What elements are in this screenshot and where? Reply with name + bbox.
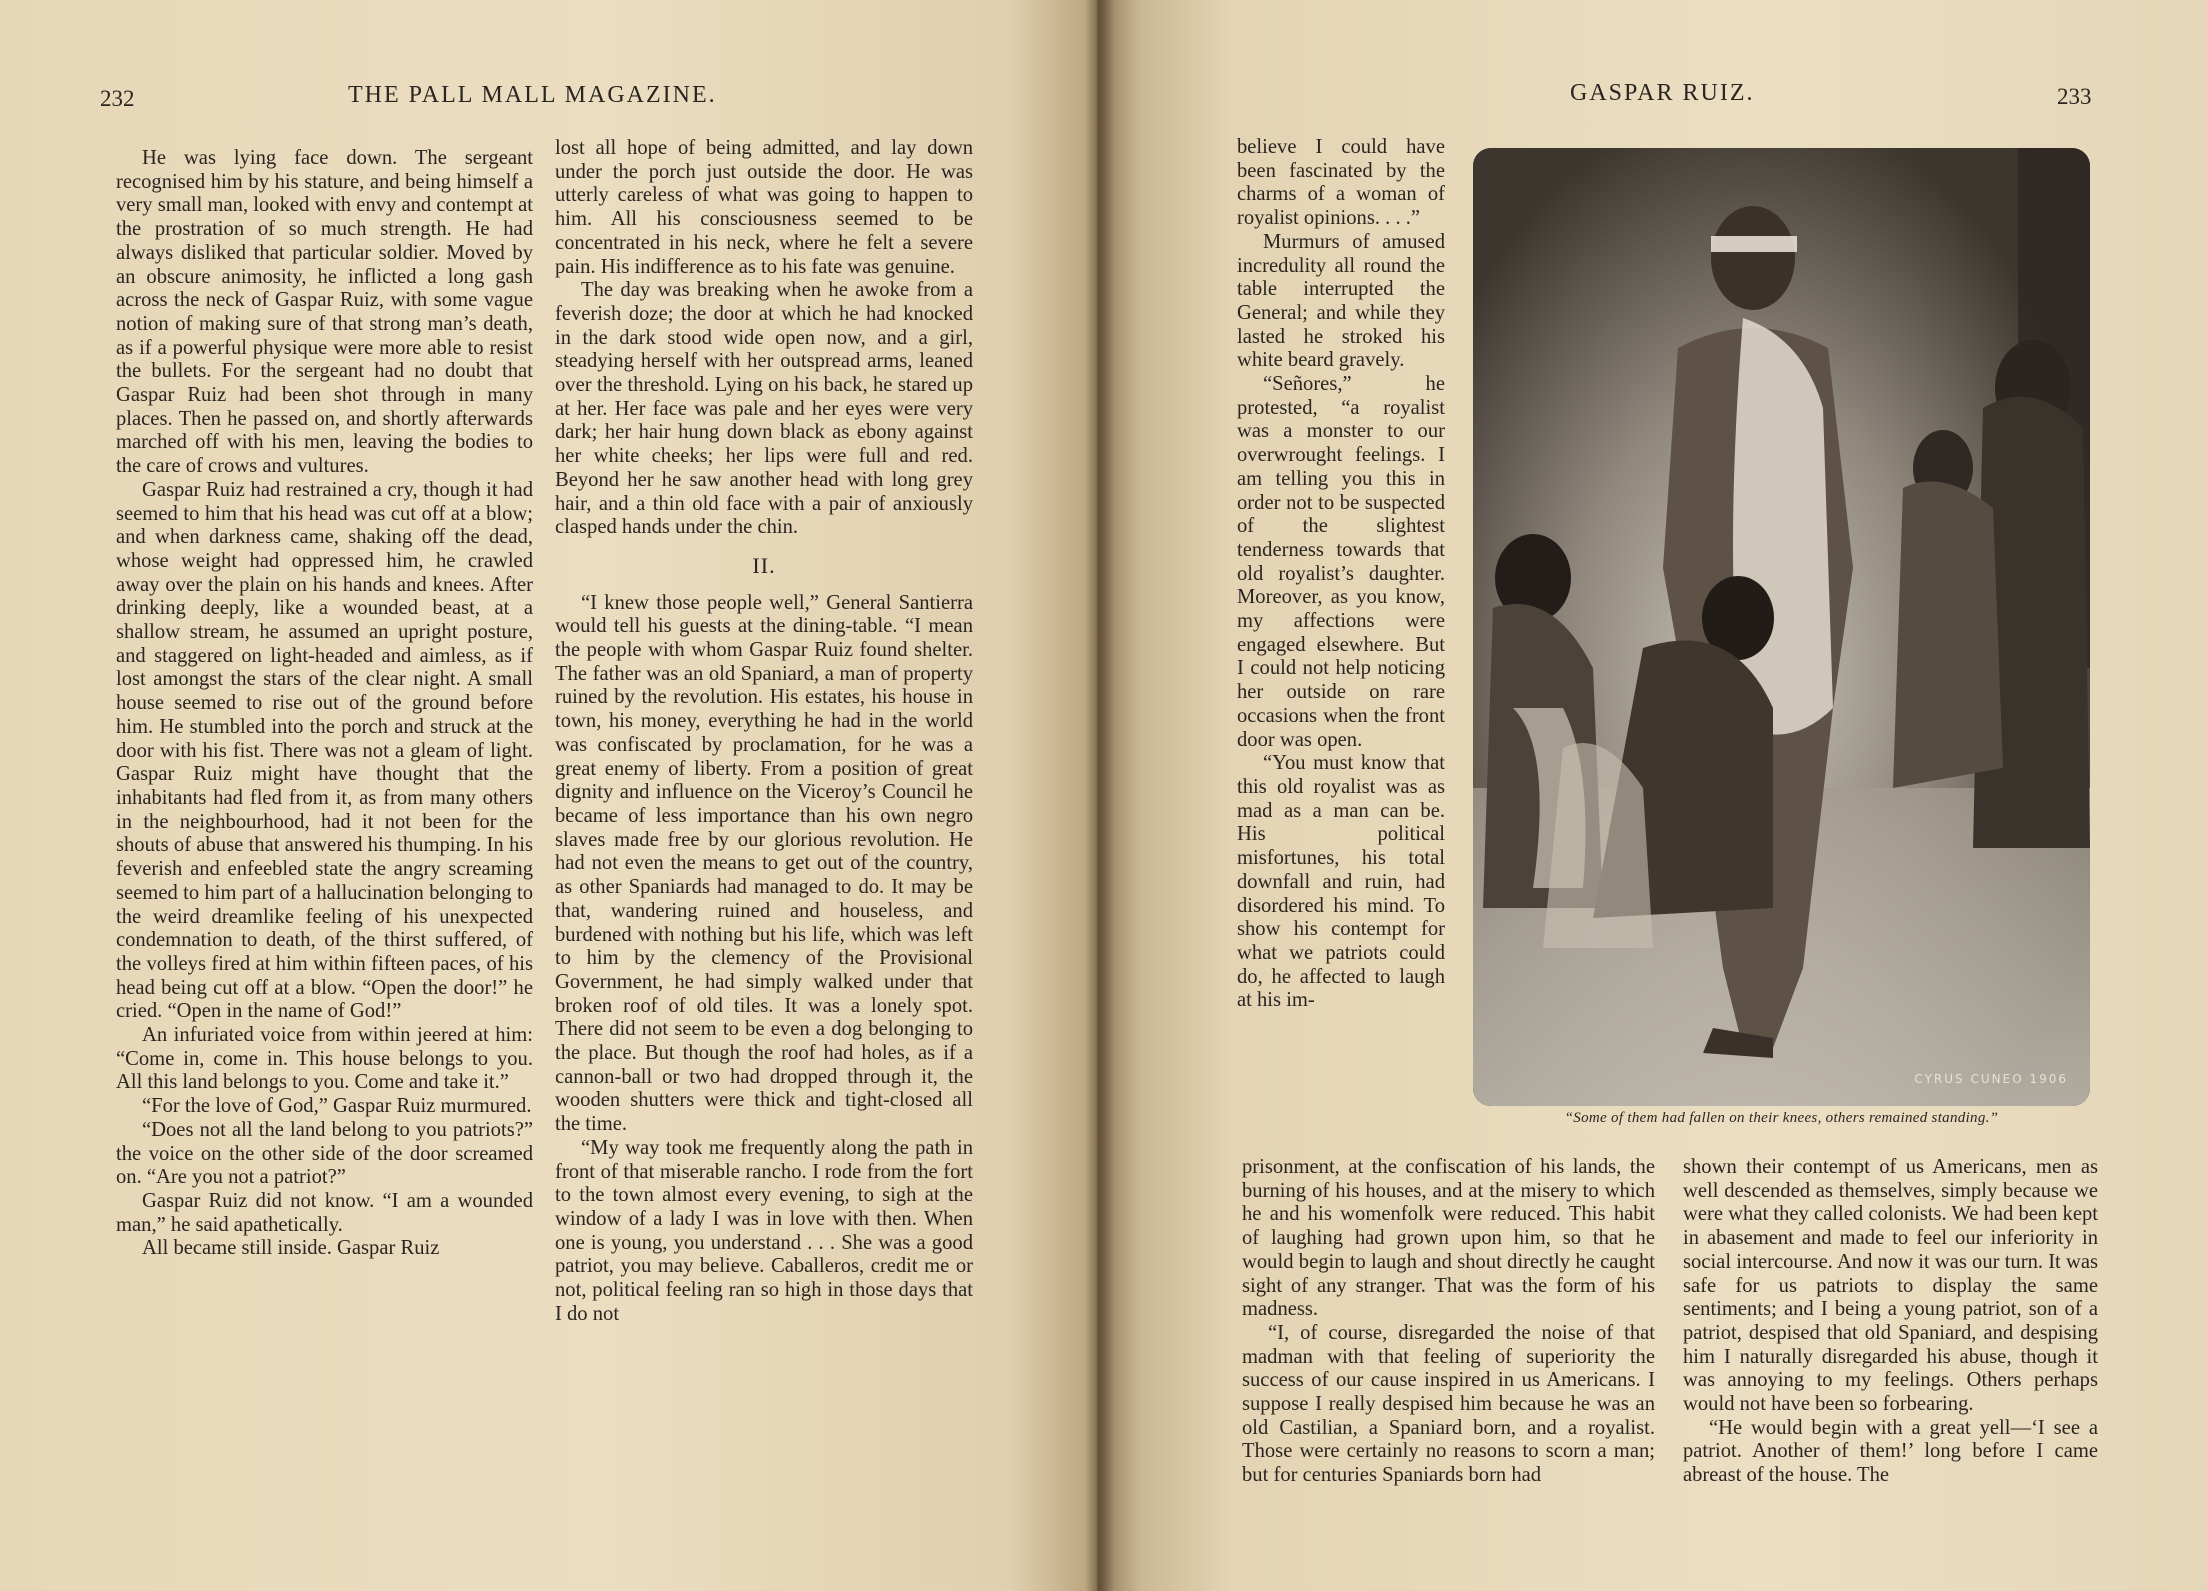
running-head-right: GASPAR RUIZ. <box>1570 80 1755 106</box>
paragraph: “He would begin with a great yell—‘I see a patriot. Another of them!’ long before I came abreast of the house. The <box>1683 1416 2098 1487</box>
paragraph: “I knew those people well,” General Santierra would tell his guests at the dining-table. “I mean the people with whom Gaspar Ruiz found shelter. The father was an old Spaniard, a man of property ruined by the revolution. His estates, his house in town, his money, everything he had in the world was confiscated by proclamation, for he was a great enemy of liberty. From a position of great dignity and influence on the Viceroy’s Council he became of less importance than his own negro slaves made free by our glorious revolution. He had not even the means to get out of the country, as other Spaniards had managed to do. It may be that, wandering ruined and houseless, and burdened with nothing but his life, which was left to him by the clemency of the Provisional Government, he had simply walked under that broken roof of old tiles. It was a lonely spot. There did not seem to be even a dog belonging to the place. But though the roof had holes, as if a cannon-ball or two had dropped through it, the wooden shutters were thick and tight-closed all the time. <box>555 591 973 1136</box>
artist-signature: CYRUS CUNEO 1906 <box>1914 1072 2068 1086</box>
right-bottom-column-1 <box>1242 1156 1655 1488</box>
paragraph: Murmurs of amused incredulity all round the table interrupted the General; and while they lasted he stroked his white beard gravely. <box>1237 230 1445 372</box>
paragraph: lost all hope of being admitted, and lay down under the porch just outside the door. He was utterly careless of what was going to happen to him. All his consciousness seemed to be concentrated in his neck, where he felt a severe pain. His indifference as to his fate was genuine. <box>555 137 973 278</box>
book-gutter <box>1085 0 1115 1591</box>
paragraph: “I, of course, disregarded the noise of that madman with that feeling of superiority the success of our cause inspired in us Americans. I suppose I really despised him because he was an old Castilian, a Spaniard born, and a royalist. Those were certainly no reasons to scorn a man; but for centuries Spaniards born had <box>1242 1321 1655 1487</box>
paragraph: “For the love of God,” Gaspar Ruiz murmured. <box>142 1095 532 1118</box>
paragraph: “My way took me frequently along the path in front of that miserable rancho. I rode from the fort to the town almost every evening, to sigh at the window of a lady I was in love with then. When one is young, you understand . . . She was a good patriot, you may believe. Caballeros, credit me or not, political feeling ran so high in those days that I do not <box>555 1136 973 1325</box>
paragraph: Gaspar Ruiz had restrained a cry, though it had seemed to him that his head was cut off at a blow; and when darkness came, shaking off the dead, whose weight had oppressed him, he crawled away over the plain on his hands and knees. After drinking deeply, like a wounded beast, at a shallow stream, he assumed an upright posture, and staggered on light-headed and aimless, as if lost amongst the stars of the clear night. A small house seemed to rise out of the ground before him. He stumbled into the porch and struck at the door with his fist. There was not a gleam of light. Gaspar Ruiz might have thought that the inhabitants had fled from it, as from many others in the neighbourhood, had it not been for the shouts of abuse that answered his thumping. In his feverish and enfeebled state the angry screaming seemed to him part of a hallucination belonging to the weird dreamlike feeling of his unexpected condemnation to death, of the thirst suffered, of the volleys fired at him within fifteen paces, of his head being cut off at a blow. “Open the door!” he cried. “Open in the name of God!” <box>116 478 533 1023</box>
left-column-2 <box>555 137 973 1326</box>
right-bottom-column-2 <box>1683 1156 2098 1488</box>
paragraph: He was lying face down. The sergeant recognised him by his stature, and being himself a very small man, looked with envy and contempt at the prostration of so much strength. He had always disliked that particular soldier. Moved by an obscure animosity, he inflicted a long gash across the neck of Gaspar Ruiz, with some vague notion of making sure of that strong man’s death, as if a powerful physique were more able to resist the bullets. For the sergeant had no doubt that Gaspar Ruiz had been shot through in many places. Then he passed on, and shortly afterwards marched off with his men, leaving the bodies to the care of crows and vultures. <box>116 147 533 478</box>
paragraph: “Señores,” he protested, “a royalist was a monster to our overwrought feelings. I am telling you this in order not to be suspected of the slightest tenderness towards that old royalist’s daughter. Moreover, as you know, my affections were engaged elsewhere. But I could not help noticing her outside on rare occasions when the front door was open. <box>1237 373 1445 751</box>
page-number-left: 232 <box>100 86 135 111</box>
illustration <box>1473 148 2090 1106</box>
paragraph: Gaspar Ruiz did not know. “I am a wounded man,” he said apathetically. <box>116 1189 533 1236</box>
running-head-left: THE PALL MALL MAGAZINE. <box>348 82 717 108</box>
paragraph: The day was breaking when he awoke from a feverish doze; the door at which he had knocked in the dark stood wide open now, and a girl, steadying herself with her outspread arms, leaned over the threshold. Lying on his back, he stared up at her. Her face was pale and her eyes were very dark; her hair hung down black as ebony against her white cheeks; her lips were full and red. Beyond her he saw another head with long grey hair, and a thin old face with a pair of anxiously clasped hands under the chin. <box>555 279 973 539</box>
paragraph: An infuriated voice from within jeered at him: “Come in, come in. This house belongs to you. All this land belongs to you. Come and take it.” <box>116 1024 533 1094</box>
paragraph: shown their contempt of us Americans, men as well descended as themselves, simply because we were what they called colonists. We had been kept in abasement and made to feel our inferiority in social intercourse. And now it was our turn. It was safe for us patriots to display the same sentiments; and I being a young patriot, son of a patriot, despised that old Spaniard, and despising him I naturally disregarded his abuse, though it was annoying to my feelings. Others perhaps would not have been so forbearing. <box>1683 1156 2098 1416</box>
paragraph: “You must know that this old royalist was as mad as a man can be. His political misfortunes, his total downfall and ruin, had disordered his mind. To show his contempt for what we patriots could do, he affected to laugh at his im- <box>1237 752 1445 1012</box>
paragraph: All became still inside. Gaspar Ruiz <box>142 1237 440 1260</box>
section-heading: II. <box>752 552 776 578</box>
illustration-drawing <box>1473 148 2090 1106</box>
page-number-right: 233 <box>2057 84 2092 109</box>
left-column-1 <box>116 147 533 1261</box>
paragraph: “Does not all the land belong to you patriots?” the voice on the other side of the door screamed on. “Are you not a patriot?” <box>116 1118 533 1189</box>
paragraph: believe I could have been fascinated by the charms of a woman of royalist opinions. . . .” <box>1237 136 1445 230</box>
paragraph: prisonment, at the confiscation of his lands, the burning of his houses, and at the misery to which he and his womenfolk were reduced. This habit of laughing had grown upon him, so that he would begin to laugh and shout directly he caught sight of any stranger. That was the form of his madness. <box>1242 1156 1655 1321</box>
right-narrow-column <box>1237 136 1445 1013</box>
figure-caption: “Some of them had fallen on their knees, others remained standing.” <box>1564 1110 1999 1126</box>
